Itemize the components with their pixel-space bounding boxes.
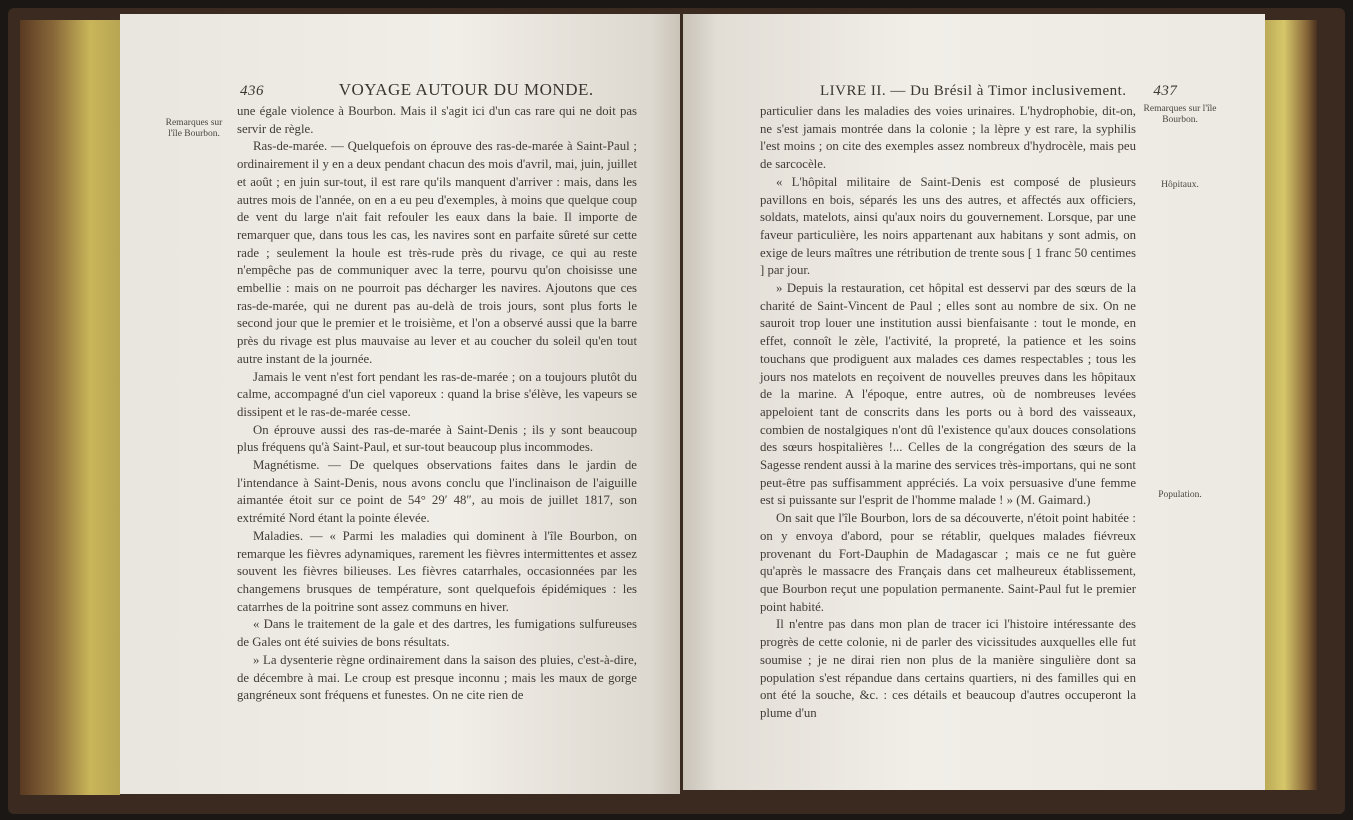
- left-paragraph: Ras-de-marée. — Quelquefois on éprouve des ras-de-marée à Saint-Paul ; ordinairement il y en a deux pendant chacun des mois d'avril, mai, juin, juillet et août ; en juin sur-tout, il est rare qu'ils manquent d'arriver : mais, dans les autres mois de l'année, on en a eu peu d'exemples, à moins que quelque coup de vent du large n'ait fait refouler les eaux dans la baie. Il importe de remarquer que, dans tous les cas, les navires sont en parfaite sûreté sur cette rade ; seulement la houle est très-rude près du rivage, ce qui au reste n'empêche pas de communiquer avec la terre, pourvu qu'on choisisse une embellie : mais on ne pourroit pas décharger les navires. Ajoutons que ces ras-de-marée, qui ne durent pas au-delà de trois jours, sont plus forts le second jour que le premier et le troisième, et l'on a observé aussi que la barre près du rivage est plus mauvaise au lever et au coucher du soleil qu'en tout autre instant de la journée.: [237, 139, 637, 366]
- page-edges-left: [20, 20, 120, 795]
- left-running-head: [240, 80, 594, 100]
- left-running-title: VOYAGE AUTOUR DU MONDE.: [338, 80, 594, 99]
- right-paragraph: « L'hôpital militaire de Saint-Denis est composé de plusieurs pavillons en bois, séparés les uns des autres, et affectés aux officiers, soldats, matelots, ainsi qu'aux noirs du gouvernement. Lorsque, par une faveur particulière, les noirs appartenant aux habitans y sont admis, on exige de leurs maîtres une rétribution de trente sous [ 1 franc 50 centimes ] par jour.: [760, 174, 1136, 278]
- left-paragraph: » La dysenterie règne ordinairement dans la saison des pluies, c'est-à-dire, de décembre à mai. Le croup est presque inconnu ; mais les maux de gorge gangréneux sont fréquens et funestes. On ne cite rien de: [237, 652, 637, 703]
- left-paragraph: Magnétisme. — De quelques observations faites dans le jardin de l'intendance à Saint-Denis, nous avons conclu que l'inclinaison de l'aiguille aimantée étoit sur ce point de 54° 29′ 48″, au mois de juillet 1817, son extrémité Nord étant la pointe élevée.: [237, 458, 637, 526]
- left-paragraph: Maladies. — « Parmi les maladies qui dominent à l'île Bourbon, on remarque les fièvres adynamiques, rarement les fièvres intermittentes et assez souvent les fièvres bilieuses. Les fièvres catarrhales, occasionnées par les changemens brusques de température, sont quelquefois épidémiques : les catarrhes de la poitrine sont assez communs en hiver.: [237, 528, 637, 614]
- page-edges-right: [1262, 20, 1317, 790]
- right-running-head: [820, 80, 1177, 100]
- right-margin-note-hopitaux: Hôpitaux.: [1161, 180, 1199, 190]
- left-paragraph: une égale violence à Bourbon. Mais il s'agit ici d'un cas rare qui ne doit pas servir de règle.: [237, 104, 637, 136]
- right-page-number: 437: [1153, 83, 1178, 99]
- left-paragraph: On éprouve aussi des ras-de-marée à Saint-Denis ; ils y sont beaucoup plus fréquens qu'à Saint-Paul, et sur-tout beaucoup plus incommodes.: [237, 422, 637, 455]
- right-page-text: [760, 103, 1136, 723]
- right-running-title: LIVRE II. — Du Brésil à Timor inclusivement.: [820, 83, 1127, 99]
- left-margin-note: Remarques sur l'île Bourbon.: [165, 118, 223, 139]
- left-page-number: 436: [240, 83, 264, 99]
- left-page-text: [237, 103, 637, 705]
- right-paragraph: particulier dans les maladies des voies urinaires. L'hydrophobie, dit-on, ne s'est jamais montrée dans la colonie ; la lèpre y est rare, la syphilis l'est moins ; on cite des exemples assez nombreux d'hydrocèle, mais peu de sarcocèle.: [760, 104, 1136, 172]
- left-paragraph: Jamais le vent n'est fort pendant les ras-de-marée ; on a toujours plutôt du calme, accompagné d'un ciel vaporeux : quand la brise s'élève, les vapeurs se dissipent et le ras-de-marée cesse.: [237, 369, 637, 419]
- right-margin-note-remarques: Remarques sur l'île Bourbon.: [1143, 104, 1217, 125]
- left-paragraph: « Dans le traitement de la gale et des dartres, les fumigations sulfureuses de Gales ont été suivies de bons résultats.: [237, 617, 637, 650]
- right-paragraph: Il n'entre pas dans mon plan de tracer ici l'histoire intéressante des progrès de cette colonie, ni de parler des vicissitudes auxquelles elle fut soumise ; je ne dirai rien non plus de la manière singulière dont sa population s'est répandue dans certains quartiers, ni des familles qui en ont été la souche, &c. : ces détails et beaucoup d'autres occuperont la plume d'un: [760, 617, 1136, 720]
- right-paragraph: » Depuis la restauration, cet hôpital est desservi par des sœurs de la charité de Saint-Vincent de Paul ; elles sont au nombre de six. On ne sauroit trop louer une institution aussi bienfaisante : tout le monde, en effet, connoît le zèle, l'activité, la propreté, la patience et les soins touchans que prodiguent aux malades ces dames respectables ; tous les jours nos matelots en reçoivent de nouvelles preuves dans les hôpitaux de la marine. A l'époque, entre autres, où de nombreuses levées appeloient tant de conscrits dans les ports ou à bord des vaisseaux, combien de nostalgiques n'ont dû l'existence qu'aux douces consolations des sœurs hospitalières !... Celles de la congrégation des sœurs de la Sagesse rendent aussi à la marine des services très-importans, qui ne sont peut-être pas suffisamment appréciés. La voix persuasive d'une femme est si puissante sur l'esprit de l'homme malade ! » (M. Gaimard.): [760, 281, 1136, 508]
- right-paragraph: On sait que l'île Bourbon, lors de sa découverte, n'étoit point habitée : on y envoya d'abord, pour se rétablir, quelques malades fiévreux provenant du Fort-Dauphin de Madagascar ; mais ce ne fut guère qu'après le massacre des Français dans cet malheureux établissement, que Bourbon reçut une population permanente. Saint-Paul fut le premier point habité.: [760, 511, 1136, 614]
- right-margin-note-population: Population.: [1158, 490, 1202, 500]
